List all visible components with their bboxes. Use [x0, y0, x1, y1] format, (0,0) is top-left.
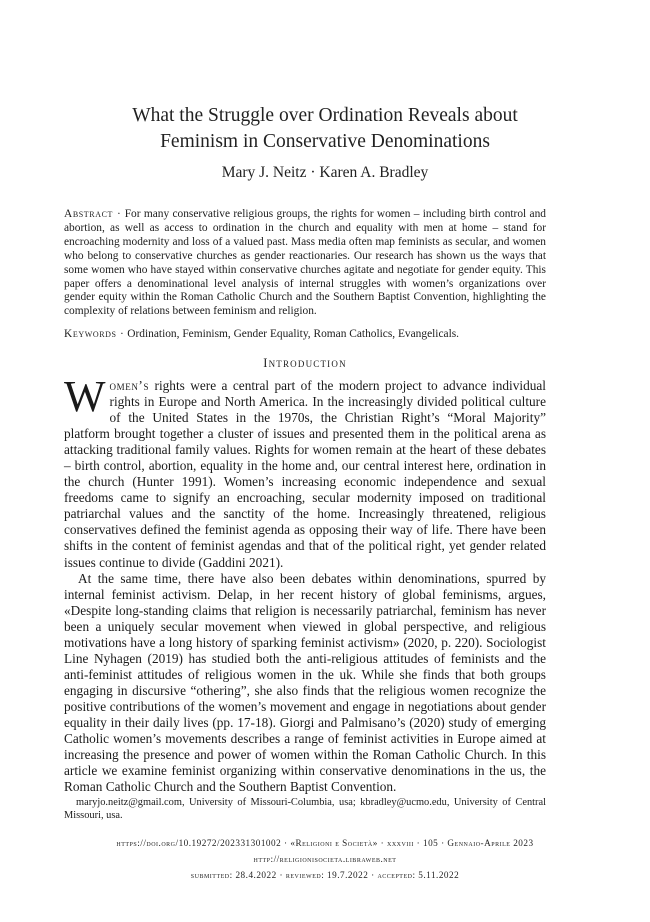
paragraph-2: At the same time, there have also been debates within denominations, spurred by internal feminist activism. Delap, in her recent history of global feminisms, argues, «Despite long-standing claims that religion is necessarily patriarchal, feminism has never been a uniquely secular movement when viewed in global perspective, and religious motivations have a long history of sparking feminist activism» (2020, p. 220). Sociologist Line Nyhagen (2019) has studied both the anti-religious attitudes of feminists and the anti-feminist attitudes of religious women in the uk. While she finds that both groups engaging in discursive “othering”, she also finds that the religious women recognize the positive contributions of the women’s movement and engage in negotiations about gender equality in their daily lives (pp. 17-18). Giorgi and Palmisano’s (2020) study of emerging Catholic women’s movements describes a range of feminist activities in Europe aimed at increasing the presence and power of women within the Roman Catholic Church. In this article we examine feminist organizing within conservative denominations in the us, the Roman Catholic Church and the Southern Baptist Convention. [64, 570, 546, 795]
title-line-1: What the Struggle over Ordination Reveals about [132, 105, 518, 126]
doi-line: https://doi.org/10.19272/202331301002 · «Religioni e Società» · xxxviii · 105 · Gennaio-Aprile 2023 [116, 838, 534, 848]
section-heading: Introduction [263, 356, 347, 370]
paragraph-1-text: rights were a central part of the modern project to advance individual rights in Europe and North America. In the increasingly divided political culture of the United States in the 1970s, the Christian Right’s “Moral Majority” platform brought together a cluster of issues and presented them in the political arena as attacking traditional family values. Rights for women remain at the heart of these debates – birth control, abortion, equality in the home and, our central interest here, ordination in the church (Hunter 1991). Women’s increasing economic independence and sexual freedoms came to signify an encroaching, secular modernity imposed on traditional patriarchal values and the sanctity of the home. Increasingly threatened, religious conservatives defined the feminist agenda as opposing their way of life. There have been shifts in the content of feminist agendas and that of the political right, yet gender related issues continue to divide (Gaddini 2021). [64, 378, 546, 570]
title-line-2: Feminism in Conservative Denominations [160, 131, 490, 152]
keywords [64, 328, 546, 342]
body-text [64, 372, 546, 795]
keywords-label: Keywords · [64, 328, 125, 340]
abstract [64, 208, 546, 319]
authors: Mary J. Neitz · Karen A. Bradley [221, 164, 429, 181]
abstract-label: Abstract · [64, 208, 122, 220]
journal-url: http://religionisocieta.libraweb.net [253, 854, 397, 864]
submission-dates: submitted: 28.4.2022 · reviewed: 19.7.2022 · accepted: 5.11.2022 [190, 870, 460, 880]
paper-title [60, 103, 590, 155]
paragraph-1-smallcaps: omen’s [109, 378, 150, 393]
drop-cap: W [64, 372, 106, 421]
keywords-text: Ordination, Feminism, Gender Equality, Roman Catholics, Evangelicals. [124, 328, 460, 340]
abstract-text: For many conservative religious groups, the rights for women – including birth control and abortion, as well as access to ordination in the church and equality with men at home – stand for encroaching modernity and loss of a valued past. Mass media often map feminists as secular, and women who belong to conservative churches as gender reactionaries. Our research has shown us the ways that some women who have stayed within conservative churches agitate and negotiate for gender equity. This paper offers a denominational level analysis of internal struggles with women’s organizations over gender equity within the Roman Catholic Church and the Southern Baptist Convention, highlighting the complexity of relations between feminism and religion. [64, 208, 546, 318]
author-footnote: maryjo.neitz@gmail.com, University of Missouri-Columbia, usa; kbradley@ucmo.edu, University of Central Missouri, usa. [64, 797, 546, 821]
paragraph-1 [64, 372, 546, 571]
